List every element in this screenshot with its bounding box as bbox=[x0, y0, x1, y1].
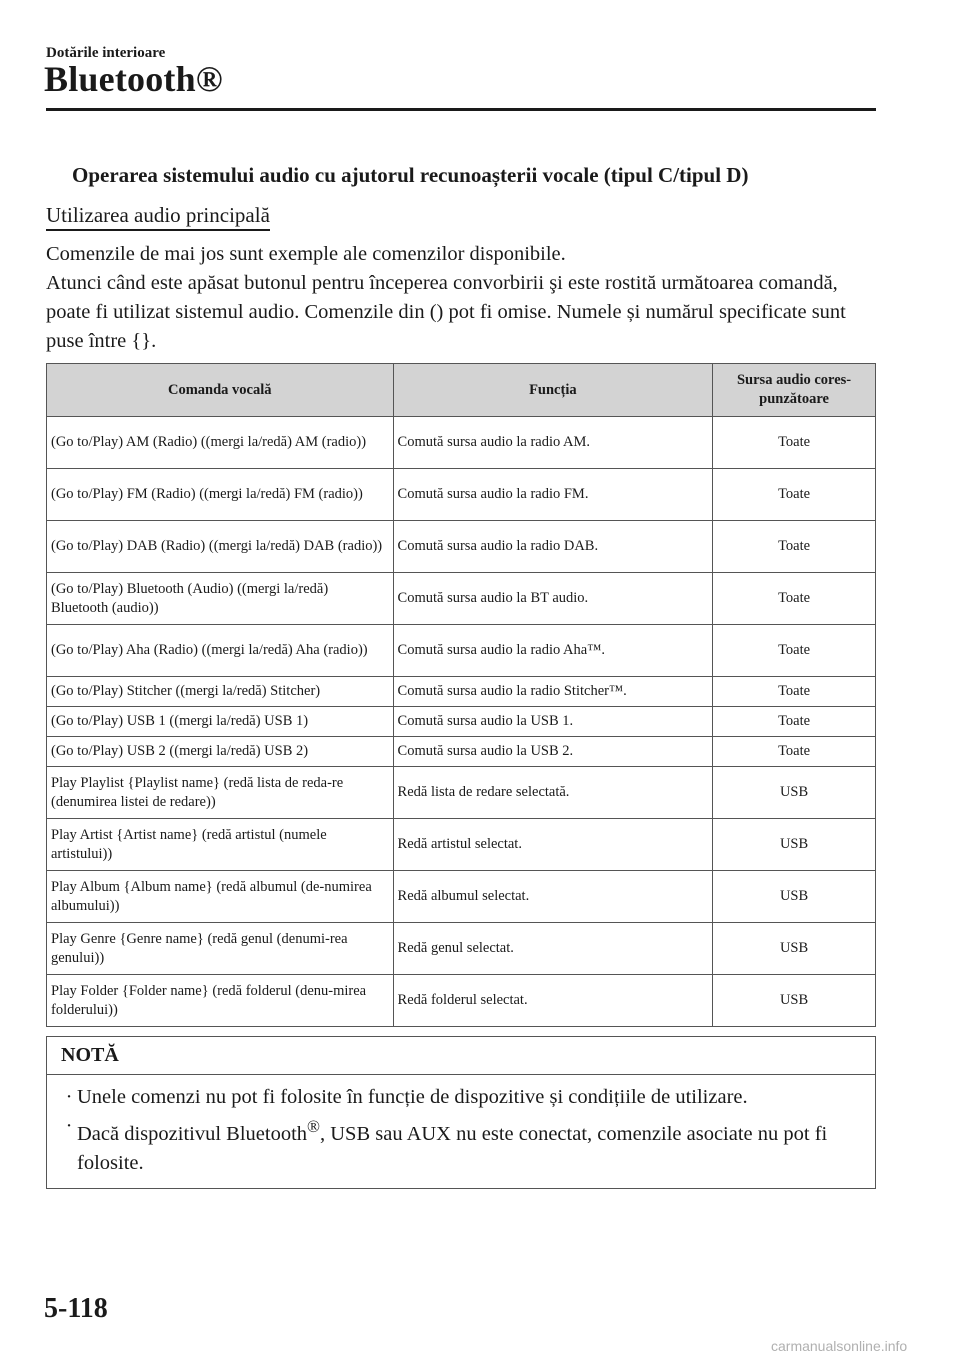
table-row bbox=[47, 767, 876, 819]
cell-source: USB bbox=[713, 819, 876, 871]
cell-source: USB bbox=[713, 975, 876, 1027]
cell-command: (Go to/Play) USB 2 ((mergi la/redă) USB 2) bbox=[47, 737, 394, 767]
table-row bbox=[47, 677, 876, 707]
cell-source: USB bbox=[713, 923, 876, 975]
section-title: Operarea sistemului audio cu ajutorul recunoașterii vocale (tipul C/tipul D) bbox=[72, 163, 749, 187]
cell-command: (Go to/Play) Stitcher ((mergi la/redă) Stitcher) bbox=[47, 677, 394, 707]
cell-command: Play Playlist {Playlist name} (redă lista de reda-re (denumirea listei de redare)) bbox=[47, 767, 394, 819]
cell-function: Comută sursa audio la radio DAB. bbox=[393, 521, 713, 573]
table-row bbox=[47, 819, 876, 871]
site-watermark: carmanualsonline.info bbox=[771, 1338, 908, 1354]
subsection-title: Utilizarea audio principală bbox=[46, 203, 270, 231]
cell-function: Comută sursa audio la radio Stitcher™. bbox=[393, 677, 713, 707]
cell-command: (Go to/Play) Bluetooth (Audio) ((mergi la/redă) Bluetooth (audio)) bbox=[47, 573, 394, 625]
cell-source: USB bbox=[713, 767, 876, 819]
cell-source: Toate bbox=[713, 677, 876, 707]
intro-line-1: Comenzile de mai jos sunt exemple ale comenzilor disponibile. bbox=[46, 243, 566, 265]
cell-source: Toate bbox=[713, 737, 876, 767]
note-title: NOTĂ bbox=[47, 1037, 875, 1075]
intro-text bbox=[46, 240, 876, 356]
header-source: Sursa audio cores-punzătoare bbox=[713, 364, 876, 417]
cell-command: (Go to/Play) USB 1 ((mergi la/redă) USB 1) bbox=[47, 707, 394, 737]
cell-command: Play Genre {Genre name} (redă genul (denumi-rea genului)) bbox=[47, 923, 394, 975]
note-item bbox=[61, 1112, 855, 1178]
bullet-icon: · bbox=[65, 1086, 73, 1108]
cell-function: Comută sursa audio la USB 2. bbox=[393, 737, 713, 767]
cell-source: Toate bbox=[713, 521, 876, 573]
table-row bbox=[47, 625, 876, 677]
page-number: 5-118 bbox=[44, 1293, 108, 1324]
header-command: Comanda vocală bbox=[47, 364, 394, 417]
note-item-text-part-1: Dacă dispozitivul Bluetooth bbox=[77, 1122, 308, 1145]
cell-command: Play Album {Album name} (redă albumul (de-numirea albumului)) bbox=[47, 871, 394, 923]
header-function: Funcția bbox=[393, 364, 713, 417]
note-item-text-part-2: , USB sau AUX nu este conectat, comenzile asociate nu pot fi folosite. bbox=[77, 1122, 828, 1174]
cell-function: Comută sursa audio la radio Aha™. bbox=[393, 625, 713, 677]
table-header-row bbox=[47, 364, 876, 417]
cell-function: Redă genul selectat. bbox=[393, 923, 713, 975]
page-title: Bluetooth® bbox=[44, 59, 223, 99]
chapter-label: Dotările interioare bbox=[46, 45, 166, 61]
cell-command: (Go to/Play) FM (Radio) ((mergi la/redă) FM (radio)) bbox=[47, 469, 394, 521]
cell-function: Comută sursa audio la USB 1. bbox=[393, 707, 713, 737]
cell-source: Toate bbox=[713, 573, 876, 625]
cell-source: Toate bbox=[713, 417, 876, 469]
registered-mark: ® bbox=[307, 1117, 320, 1136]
cell-command: Play Folder {Folder name} (redă folderul (denu-mirea folderului)) bbox=[47, 975, 394, 1027]
cell-function: Redă folderul selectat. bbox=[393, 975, 713, 1027]
table-row bbox=[47, 707, 876, 737]
bullet-icon: · bbox=[65, 1115, 73, 1137]
cell-command: (Go to/Play) AM (Radio) ((mergi la/redă) AM (radio)) bbox=[47, 417, 394, 469]
intro-line-2: Atunci când este apăsat butonul pentru începerea convorbirii şi este rostită următoarea comandă, poate fi utilizat sistemul audio. Comenzile din () pot fi omise. Numele și numărul specificate sunt puse între {}. bbox=[46, 272, 846, 352]
table-row bbox=[47, 417, 876, 469]
cell-command: Play Artist {Artist name} (redă artistul (numele artistului)) bbox=[47, 819, 394, 871]
cell-source: Toate bbox=[713, 707, 876, 737]
table-row bbox=[47, 871, 876, 923]
note-item bbox=[61, 1083, 855, 1112]
cell-source: Toate bbox=[713, 469, 876, 521]
table-row bbox=[47, 521, 876, 573]
cell-command: (Go to/Play) Aha (Radio) ((mergi la/redă) Aha (radio)) bbox=[47, 625, 394, 677]
cell-function: Redă albumul selectat. bbox=[393, 871, 713, 923]
note-box bbox=[46, 1036, 876, 1189]
cell-command: (Go to/Play) DAB (Radio) ((mergi la/redă) DAB (radio)) bbox=[47, 521, 394, 573]
note-item-text: Unele comenzi nu pot fi folosite în funcție de dispozitive și condițiile de utilizare. bbox=[77, 1086, 748, 1108]
table-row bbox=[47, 469, 876, 521]
voice-commands-table bbox=[46, 363, 876, 1027]
table-row bbox=[47, 573, 876, 625]
cell-function: Redă lista de redare selectată. bbox=[393, 767, 713, 819]
cell-function: Comută sursa audio la BT audio. bbox=[393, 573, 713, 625]
table-row bbox=[47, 975, 876, 1027]
cell-function: Comută sursa audio la radio FM. bbox=[393, 469, 713, 521]
note-body bbox=[47, 1075, 875, 1188]
cell-source: Toate bbox=[713, 625, 876, 677]
table-row bbox=[47, 737, 876, 767]
note-item-text bbox=[77, 1112, 855, 1178]
title-rule bbox=[46, 108, 876, 111]
cell-function: Redă artistul selectat. bbox=[393, 819, 713, 871]
cell-source: USB bbox=[713, 871, 876, 923]
cell-function: Comută sursa audio la radio AM. bbox=[393, 417, 713, 469]
table-row bbox=[47, 923, 876, 975]
